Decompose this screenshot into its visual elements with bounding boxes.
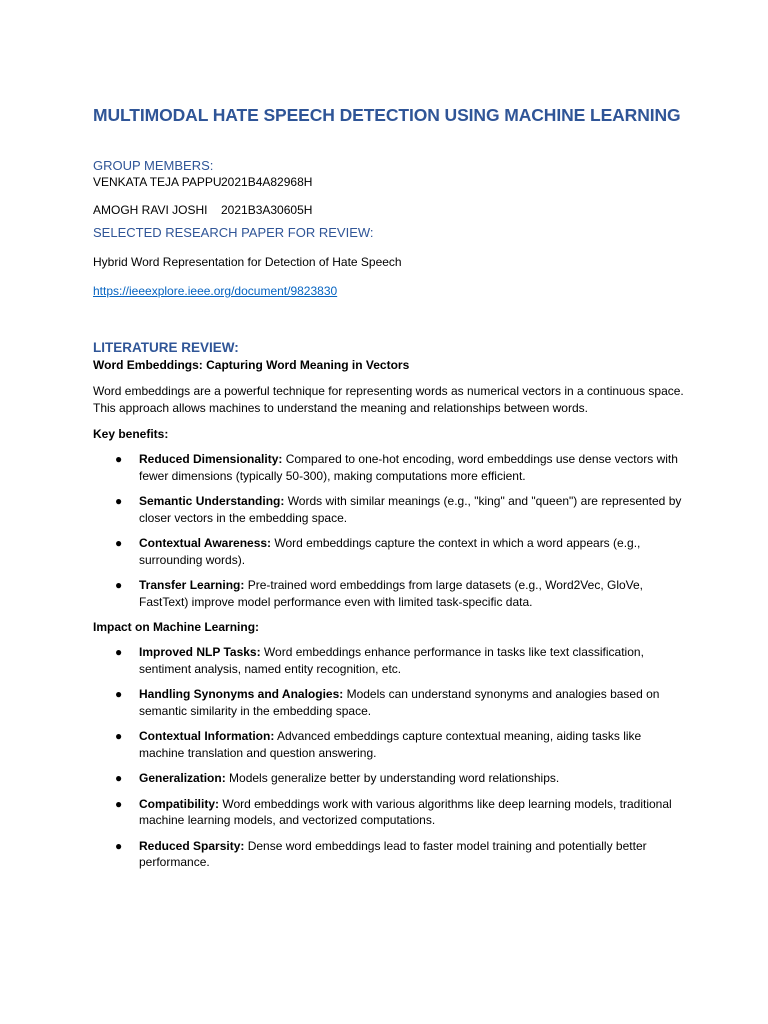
item-text: Word embeddings enhance performance in tasks like text classification, sentiment analysis, named entity recognition, etc. xyxy=(139,645,644,676)
list-item xyxy=(93,770,688,787)
bullet-icon: ● xyxy=(115,838,123,853)
item-text: Dense word embeddings lead to faster model training and potentially better performance. xyxy=(139,838,647,869)
intro-paragraph: Word embeddings are a powerful technique for representing words as numerical vectors in a continuous space. This approach allows machines to understand the meaning and relationships between words. xyxy=(93,384,684,415)
item-term: Compatibility: xyxy=(139,796,219,811)
members-list xyxy=(93,174,688,218)
bullet-icon: ● xyxy=(115,536,123,550)
selected-paper-label: SELECTED RESEARCH PAPER FOR REVIEW: xyxy=(93,225,374,240)
list-item xyxy=(93,577,688,610)
bullet-icon: ● xyxy=(115,578,123,592)
list-item xyxy=(93,686,688,719)
impact-list xyxy=(93,644,688,871)
list-item xyxy=(93,535,688,568)
member-id: 2021B3A30605H xyxy=(221,203,313,217)
list-item xyxy=(93,451,688,484)
list-item xyxy=(93,644,688,677)
item-text: Pre-trained word embeddings from large datasets (e.g., Word2Vec, GloVe, FastText) improve model performance even with limited task-specific data. xyxy=(139,578,644,609)
bullet-icon: ● xyxy=(115,452,123,466)
member-row xyxy=(93,202,688,218)
item-term: Improved NLP Tasks: xyxy=(139,645,261,659)
item-text: Compared to one-hot encoding, word embeddings use dense vectors with fewer dimensions (typically 50-300), making computations more efficient. xyxy=(139,452,678,483)
item-term: Contextual Awareness: xyxy=(139,536,272,550)
benefits-list xyxy=(93,451,688,610)
bullet-icon: ● xyxy=(115,796,123,811)
item-term: Handling Synonyms and Analogies: xyxy=(139,687,344,701)
item-text: Word embeddings capture the context in which a word appears (e.g., surrounding words). xyxy=(139,536,641,567)
literature-review-heading: LITERATURE REVIEW: xyxy=(93,340,239,355)
list-item xyxy=(93,728,688,761)
bullet-icon: ● xyxy=(115,687,123,701)
paper-title: Hybrid Word Representation for Detection of Hate Speech xyxy=(93,255,402,269)
item-term: Semantic Understanding: xyxy=(139,494,285,508)
item-term: Contextual Information: xyxy=(139,729,275,743)
member-row xyxy=(93,174,688,190)
impact-label: Impact on Machine Learning: xyxy=(93,620,260,634)
bullet-icon: ● xyxy=(115,771,123,785)
item-term: Reduced Sparsity: xyxy=(139,838,245,853)
paper-link[interactable]: https://ieeexplore.ieee.org/document/9823830 xyxy=(93,284,338,298)
bullet-icon: ● xyxy=(115,645,123,659)
group-members-label: GROUP MEMBERS: xyxy=(93,158,214,173)
list-item xyxy=(93,796,688,829)
literature-subheading: Word Embeddings: Capturing Word Meaning in Vectors xyxy=(93,358,410,372)
item-text: Models can understand synonyms and analogies based on semantic similarity in the embedding space. xyxy=(139,687,660,718)
list-item xyxy=(93,493,688,526)
list-item xyxy=(93,838,688,871)
bullet-icon: ● xyxy=(115,729,123,743)
bullet-icon: ● xyxy=(115,494,123,508)
item-text: Advanced embeddings capture contextual meaning, aiding tasks like machine translation and question answering. xyxy=(139,729,642,760)
item-text: Word embeddings work with various algorithms like deep learning models, traditional machine learning models, and vectorized computations. xyxy=(139,796,672,827)
item-term: Generalization: xyxy=(139,771,226,785)
member-name: AMOGH RAVI JOSHI xyxy=(93,203,208,217)
item-term: Transfer Learning: xyxy=(139,578,245,592)
member-id: 2021B4A82968H xyxy=(221,175,313,189)
key-benefits-label: Key benefits: xyxy=(93,427,169,441)
item-text: Words with similar meanings (e.g., "king" and "queen") are represented by closer vectors in the embedding space. xyxy=(139,494,682,525)
document-title: MULTIMODAL HATE SPEECH DETECTION USING MACHINE LEARNING xyxy=(93,105,681,125)
member-name: VENKATA TEJA PAPPU xyxy=(93,175,222,189)
item-text: Models generalize better by understanding word relationships. xyxy=(225,771,560,785)
item-term: Reduced Dimensionality: xyxy=(139,452,283,466)
